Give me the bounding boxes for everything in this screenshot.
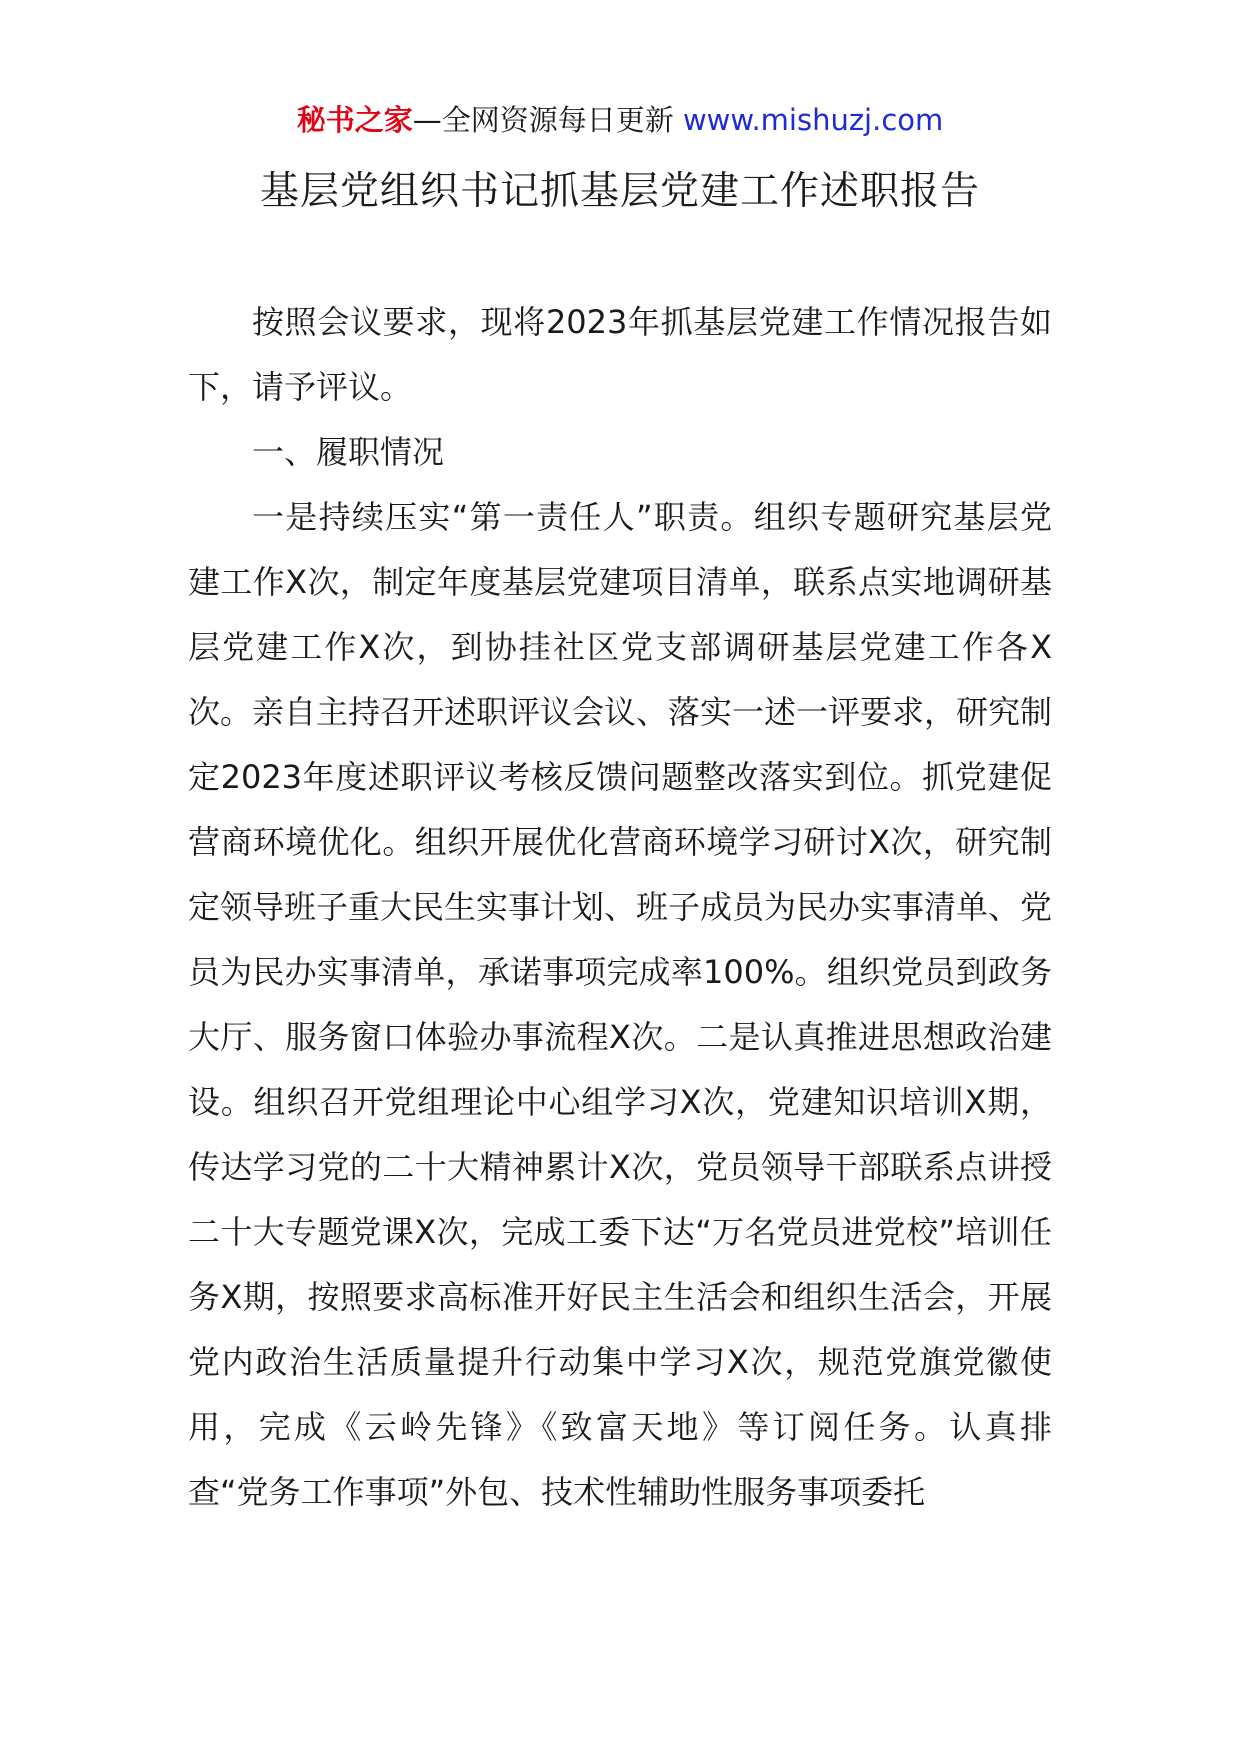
document-body <box>188 290 1052 1525</box>
intro-paragraph: 按照会议要求，现将2023年抓基层党建工作情况报告如下，请予评议。 <box>188 303 1052 406</box>
site-brand: 秘书之家 <box>296 103 413 137</box>
site-header <box>0 100 1240 140</box>
document-title: 基层党组织书记抓基层党建工作述职报告 <box>259 169 980 214</box>
site-url-link[interactable]: www.mishuzj.com <box>682 103 944 137</box>
site-tagline: —全网资源每日更新 <box>412 103 683 137</box>
body-paragraph: 一是持续压实“第一责任人”职责。组织专题研究基层党建工作X次，制定年度基层党建项目清单，联系点实地调研基层党建工作X次，到协挂社区党支部调研基层党建工作各X次。亲自主持召开述职评议会议、落实一述一评要求，研究制定2023年度述职评议考核反馈问题整改落实到位。抓党建促营商环境优化。组织开展优化营商环境学习研讨X次，研究制定领导班子重大民生实事计划、班子成员为民办实事清单、党员为民办实事清单，承诺事项完成率100%。组织党员到政务大厅、服务窗口体验办事流程X次。二是认真推进思想政治建设。组织召开党组理论中心组学习X次，党建知识培训X期，传达学习党的二十大精神累计X次，党员领导干部联系点讲授二十大专题党课X次，完成工委下达“万名党员进党校”培训任务X期，按照要求高标准开好民主生活会和组织生活会，开展党内政治生活质量提升行动集中学习X次，规范党旗党徽使用，完成《云岭先锋》《致富天地》等订阅任务。认真排查“党务工作事项”外包、技术性辅助性服务事项委托 <box>188 498 1053 1511</box>
section-heading: 一、履职情况 <box>252 433 445 471</box>
